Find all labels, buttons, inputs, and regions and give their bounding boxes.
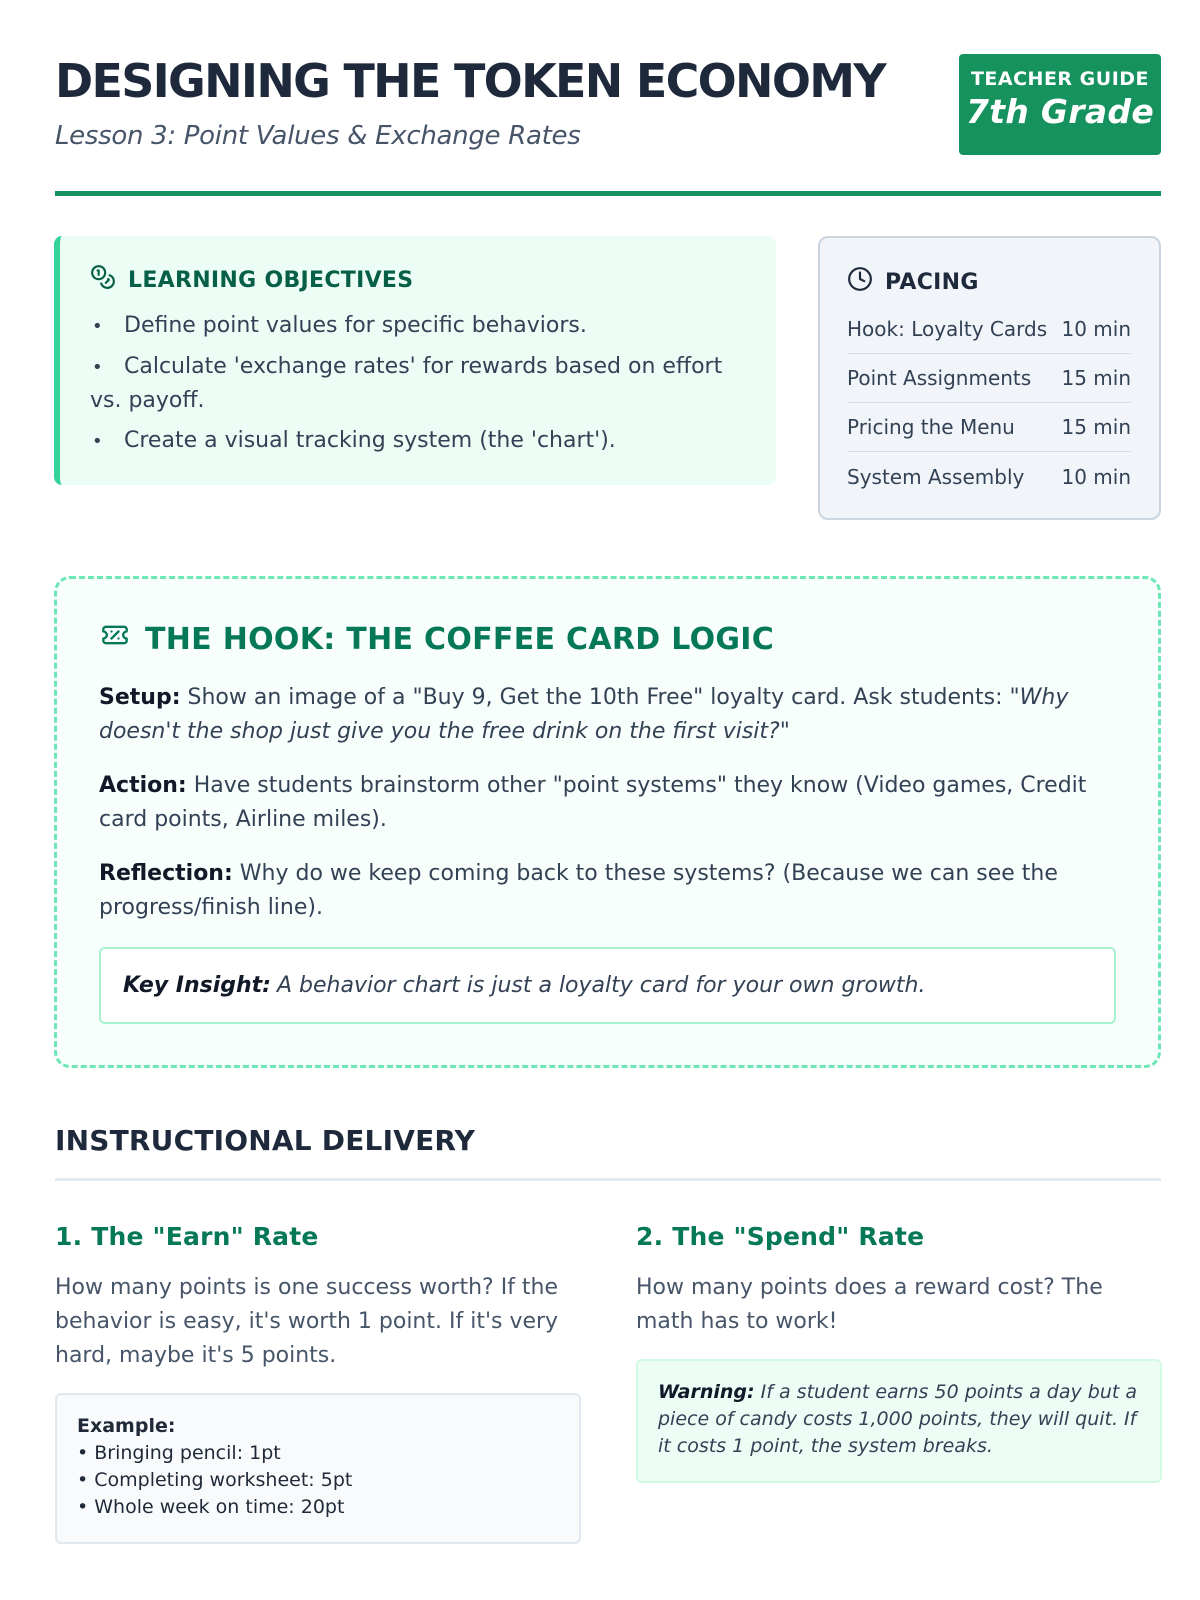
objectives-list [90, 309, 750, 458]
pacing-time: 15 min [1061, 366, 1131, 390]
example-item: • Bringing pencil: 1pt [77, 1442, 281, 1464]
hook-action: Action: Have students brainstorm other "point systems" they know (Video games, Credit card points, Airline miles). [99, 773, 1087, 832]
pacing-card [818, 236, 1161, 520]
earn-example-box [55, 1393, 581, 1544]
objectives-heading: LEARNING OBJECTIVES [128, 267, 414, 293]
pacing-list [847, 305, 1131, 501]
insight-text: A behavior chart is just a loyalty card for your own growth. [276, 973, 926, 998]
instructional-delivery-heading: INSTRUCTIONAL DELIVERY [55, 1124, 1161, 1181]
hook-setup: Setup: Show an image of a "Buy 9, Get the 10th Free" loyalty card. Ask students: "Why doesn't the shop just give you the free drink on the first visit?" [99, 685, 1069, 744]
example-item: • Completing worksheet: 5pt [77, 1469, 353, 1491]
pacing-row [847, 354, 1131, 403]
objective-item: • Create a visual tracking system (the 'chart'). [92, 428, 616, 453]
spend-rate-body: How many points does a reward cost? The math has to work! [636, 1275, 1103, 1334]
spend-rate-heading: 2. The "Spend" Rate [636, 1222, 925, 1251]
objectives-heading-row [90, 264, 750, 296]
pacing-activity: System Assembly [847, 464, 1025, 489]
objective-item: • Calculate 'exchange rates' for rewards based on effort vs. payoff. [90, 354, 723, 413]
page-subtitle: Lesson 3: Point Values & Exchange Rates [55, 121, 581, 151]
pacing-time: 10 min [1061, 464, 1131, 489]
hook-section [54, 576, 1161, 1068]
earn-rate-body: How many points is one success worth? If the behavior is easy, it's worth 1 point. If it's very hard, maybe it's 5 points. [55, 1275, 559, 1368]
insight-label: Key Insight: [123, 973, 271, 998]
pacing-time: 15 min [1061, 415, 1131, 439]
hook-heading-row [99, 621, 1116, 657]
grade-badge [959, 54, 1161, 155]
hook-reflection: Reflection: Why do we keep coming back to these systems? (Because we can see the progress/finish line). [99, 861, 1058, 920]
pacing-activity: Pricing the Menu [847, 415, 1015, 439]
warning-text: If a student earns 50 points a day but a piece of candy costs 1,000 points, they will quit. If it costs 1 point, the system breaks. [658, 1381, 1137, 1457]
badge-grade: 7th Grade [965, 92, 1155, 131]
key-insight-box [99, 947, 1116, 1024]
hook-heading: THE HOOK: THE COFFEE CARD LOGIC [145, 621, 775, 657]
spend-rate-column [636, 1222, 1162, 1483]
learning-objectives-card [54, 236, 776, 485]
pacing-activity: Point Assignments [847, 366, 1032, 390]
clock-icon [847, 266, 873, 298]
example-item: • Whole week on time: 20pt [77, 1496, 345, 1518]
example-label: Example: [77, 1415, 176, 1437]
ticket-icon [99, 621, 131, 657]
earn-rate-heading: 1. The "Earn" Rate [55, 1222, 319, 1251]
objective-item: • Define point values for specific behaviors. [92, 313, 587, 338]
pacing-row [847, 452, 1131, 501]
pacing-heading-row [847, 266, 1131, 298]
page-header [55, 54, 1161, 196]
badge-label: TEACHER GUIDE [970, 68, 1150, 90]
pacing-activity: Hook: Loyalty Cards [847, 317, 1048, 341]
pacing-time: 10 min [1061, 317, 1131, 341]
warning-label: Warning: [658, 1381, 755, 1403]
coins-icon [90, 264, 116, 296]
pacing-heading: PACING [885, 269, 979, 295]
earn-rate-column [55, 1222, 581, 1544]
warning-box [636, 1359, 1162, 1483]
pacing-row [847, 403, 1131, 452]
pacing-row [847, 305, 1131, 354]
page-title: DESIGNING THE TOKEN ECONOMY [55, 54, 885, 108]
